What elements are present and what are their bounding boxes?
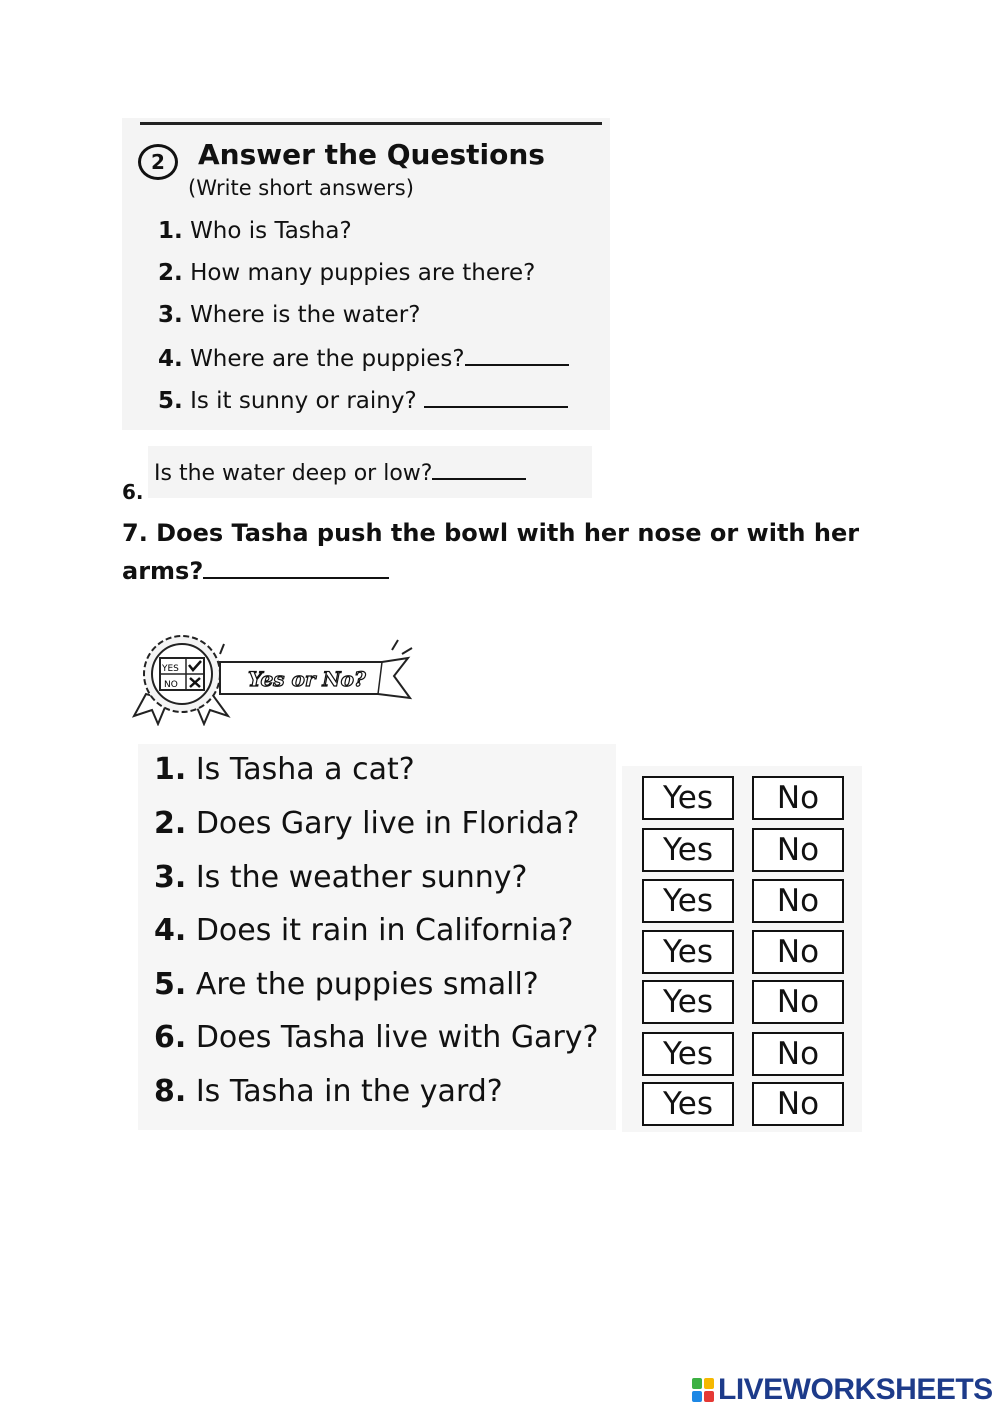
yn-question-4: 4. Does it rain in California? xyxy=(154,913,574,948)
no-box-5[interactable]: No xyxy=(752,980,844,1024)
no-box-4[interactable]: No xyxy=(752,930,844,974)
yn-question-2: 2. Does Gary live in Florida? xyxy=(154,806,580,841)
question-1: 1. Who is Tasha? xyxy=(158,218,352,244)
yes-box-8[interactable]: Yes xyxy=(642,1082,734,1126)
section-number-badge: 2 xyxy=(138,144,178,180)
logo-text: LIVEWORKSHEETS xyxy=(718,1373,993,1406)
section-title: Answer the Questions xyxy=(198,138,545,171)
yes-no-banner-graphic xyxy=(124,634,416,726)
yn-question-8: 8. Is Tasha in the yard? xyxy=(154,1074,503,1109)
svg-text:NO: NO xyxy=(164,680,178,690)
question-7: 7. Does Tasha push the bowl with her nose or with her arms? xyxy=(122,519,860,585)
yes-no-answer-boxes xyxy=(622,766,862,1132)
question-6-number: 6. xyxy=(122,480,144,504)
svg-text:YES: YES xyxy=(162,664,179,674)
yn-question-6: 6. Does Tasha live with Gary? xyxy=(154,1020,599,1055)
section-subtitle: (Write short answers) xyxy=(188,176,414,200)
question-6-panel xyxy=(148,446,592,498)
question-3: 3. Where is the water? xyxy=(158,302,421,328)
no-box-2[interactable]: No xyxy=(752,828,844,872)
yn-question-3: 3. Is the weather sunny? xyxy=(154,860,528,895)
yes-box-2[interactable]: Yes xyxy=(642,828,734,872)
question-5: 5. Is it sunny or rainy? xyxy=(158,386,568,414)
question-2: 2. How many puppies are there? xyxy=(158,260,536,286)
no-box-8[interactable]: No xyxy=(752,1082,844,1126)
yes-box-4[interactable]: Yes xyxy=(642,930,734,974)
yes-box-3[interactable]: Yes xyxy=(642,879,734,923)
yes-box-1[interactable]: Yes xyxy=(642,776,734,820)
answer-questions-panel xyxy=(122,118,610,430)
yes-no-questions-panel xyxy=(138,744,616,1130)
no-box-1[interactable]: No xyxy=(752,776,844,820)
logo-mark-icon xyxy=(692,1378,714,1402)
question-4: 4. Where are the puppies? xyxy=(158,344,569,372)
answer-blank-7[interactable] xyxy=(203,555,389,579)
yn-question-5: 5. Are the puppies small? xyxy=(154,967,539,1002)
liveworksheets-logo xyxy=(692,1374,993,1406)
answer-blank-6[interactable] xyxy=(432,458,526,480)
question-6: Is the water deep or low? xyxy=(154,458,526,486)
answer-blank-4[interactable] xyxy=(465,344,569,366)
yn-question-1: 1. Is Tasha a cat? xyxy=(154,752,415,787)
yes-no-header xyxy=(124,634,416,726)
banner-title: Yes or No? xyxy=(248,667,366,691)
yes-box-6[interactable]: Yes xyxy=(642,1032,734,1076)
no-box-3[interactable]: No xyxy=(752,879,844,923)
yes-box-5[interactable]: Yes xyxy=(642,980,734,1024)
no-box-6[interactable]: No xyxy=(752,1032,844,1076)
answer-blank-5[interactable] xyxy=(424,386,568,408)
top-rule xyxy=(140,122,602,125)
